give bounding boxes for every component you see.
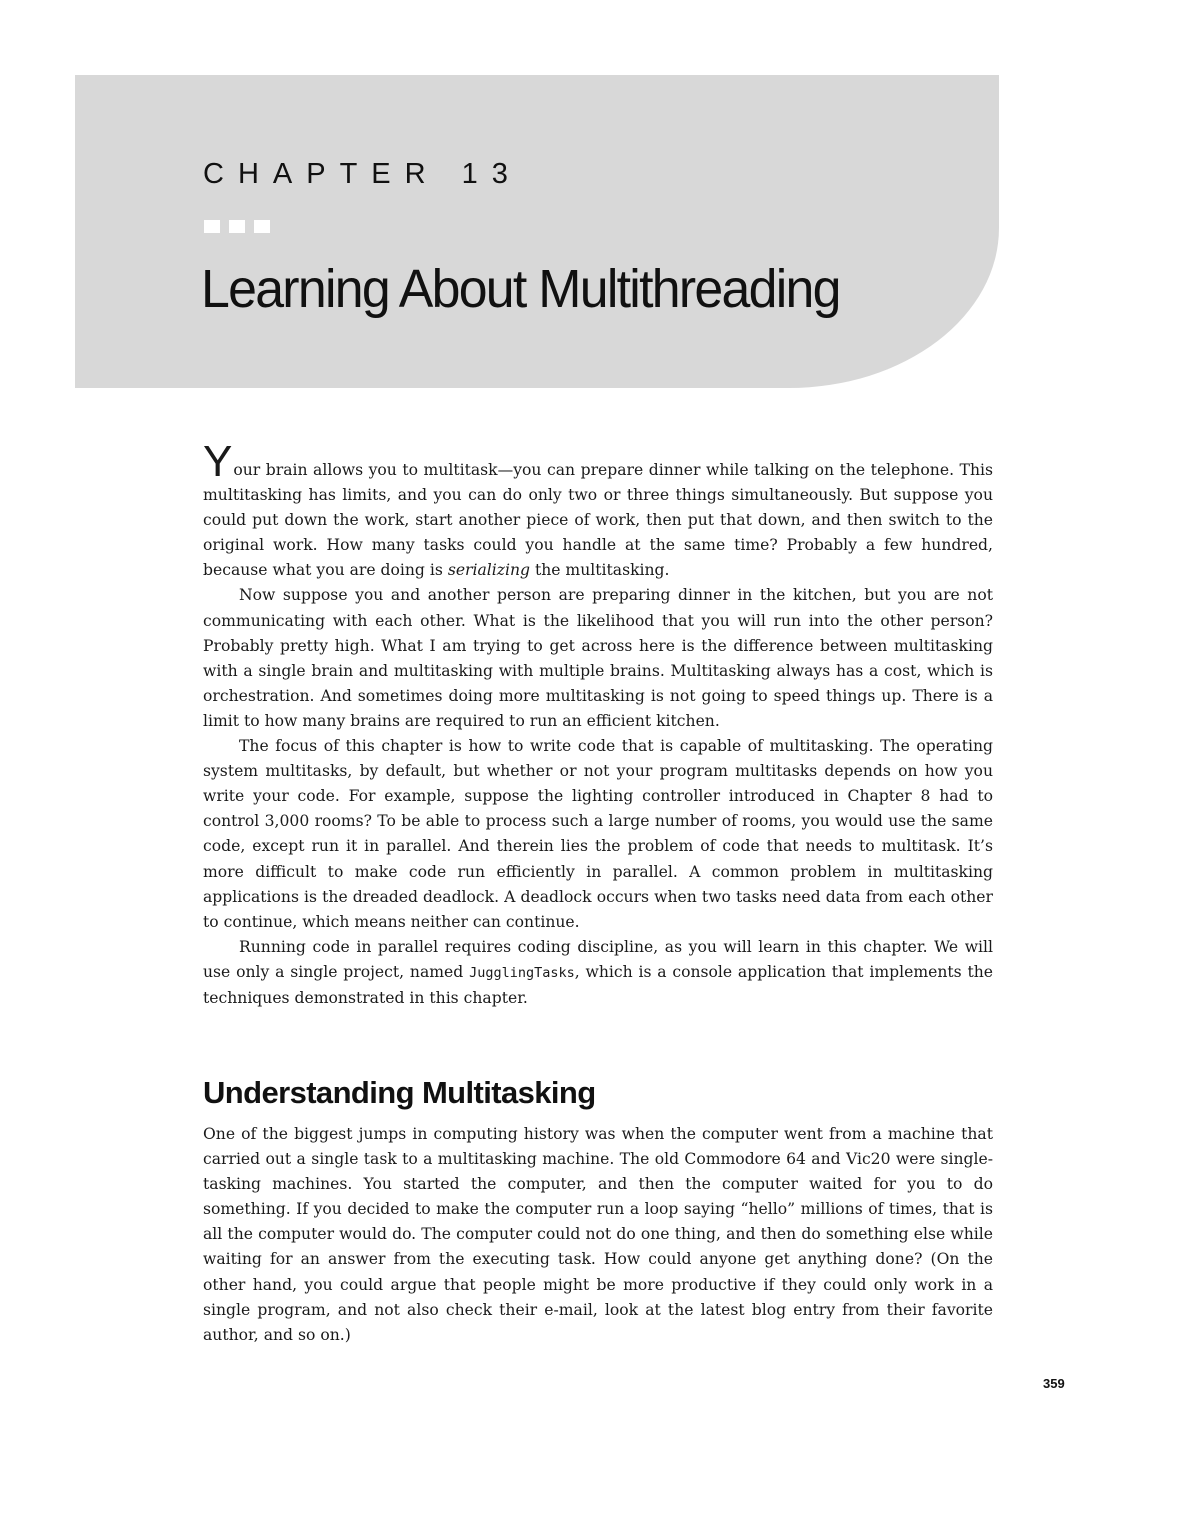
section-text xyxy=(203,1122,993,1348)
ornament-square xyxy=(254,220,270,233)
intro-text xyxy=(203,437,994,1011)
code-identifier: JugglingTasks xyxy=(469,964,575,981)
chapter-label: CHAPTER 13 xyxy=(203,158,522,190)
chapter-title: Learning About Multithreading xyxy=(201,259,840,319)
paragraph: One of the biggest jumps in computing history was when the computer went from a machine that carried out a single task to a multitasking machine. The old Commodore 64 and Vic20 were single-tasking machines. You started the computer, and then the computer waited for you to do something. If you decided to make the computer run a loop saying “hello” millions of times, that is all the computer would do. The computer could not do one thing, and then do something else while waiting for an answer from the executing task. How could anyone get anything done? (On the other hand, you could argue that people might be more productive if they could only work in a single program, and not also check their e-mail, look at the latest blog entry from their favorite author, and so on.) xyxy=(203,1125,993,1344)
ornament-square xyxy=(229,220,245,233)
page-number: 359 xyxy=(1043,1376,1065,1391)
paragraph: Running code in parallel requires coding discipline, as you will learn in this chapter. We will use only a single project, named JugglingTasks, which is a console application that implements the techniques demonstrated in this chapter. xyxy=(203,937,994,1007)
emphasis: serializing xyxy=(447,561,530,580)
ornament-square xyxy=(204,220,220,233)
drop-cap: Y xyxy=(203,437,233,486)
chapter-ornament xyxy=(204,220,270,233)
paragraph: The focus of this chapter is how to write code that is capable of multitasking. The operating system multitasks, by default, but whether or not your program multitasks depends on how you write your code. For example, suppose the lighting controller introduced in Chapter 8 had to control 3,000 rooms? To be able to process such a large number of rooms, you would use the same code, except run it in parallel. And therein lies the problem of code that needs to multitask. It’s more difficult to make code run efficiently in parallel. A common problem in multitasking applications is the dreaded deadlock. A deadlock occurs when two tasks need data from each other to continue, which means neither can continue. xyxy=(203,737,993,931)
paragraph: Now suppose you and another person are preparing dinner in the kitchen, but you are not communicating with each other. What is the likelihood that you will run into the other person? Probably pretty high. What I am trying to get across here is the difference between multitasking with a single brain and multitasking with multiple brains. Multitasking always has a cost, which is orchestration. And sometimes doing more multitasking is not going to speed things up. There is a limit to how many brains are required to run an efficient kitchen. xyxy=(203,586,993,730)
paragraph: Your brain allows you to multitask—you can prepare dinner while talking on the telephone. This multitasking has limits, and you can do only two or three things simultaneously. But suppose you could put down the work, start another piece of work, then put that down, and then switch to the original work. How many tasks could you handle at the same time? Probably a few hundred, because what you are doing is serializing the multitasking. xyxy=(203,437,993,580)
section-heading: Understanding Multitasking xyxy=(203,1075,596,1110)
